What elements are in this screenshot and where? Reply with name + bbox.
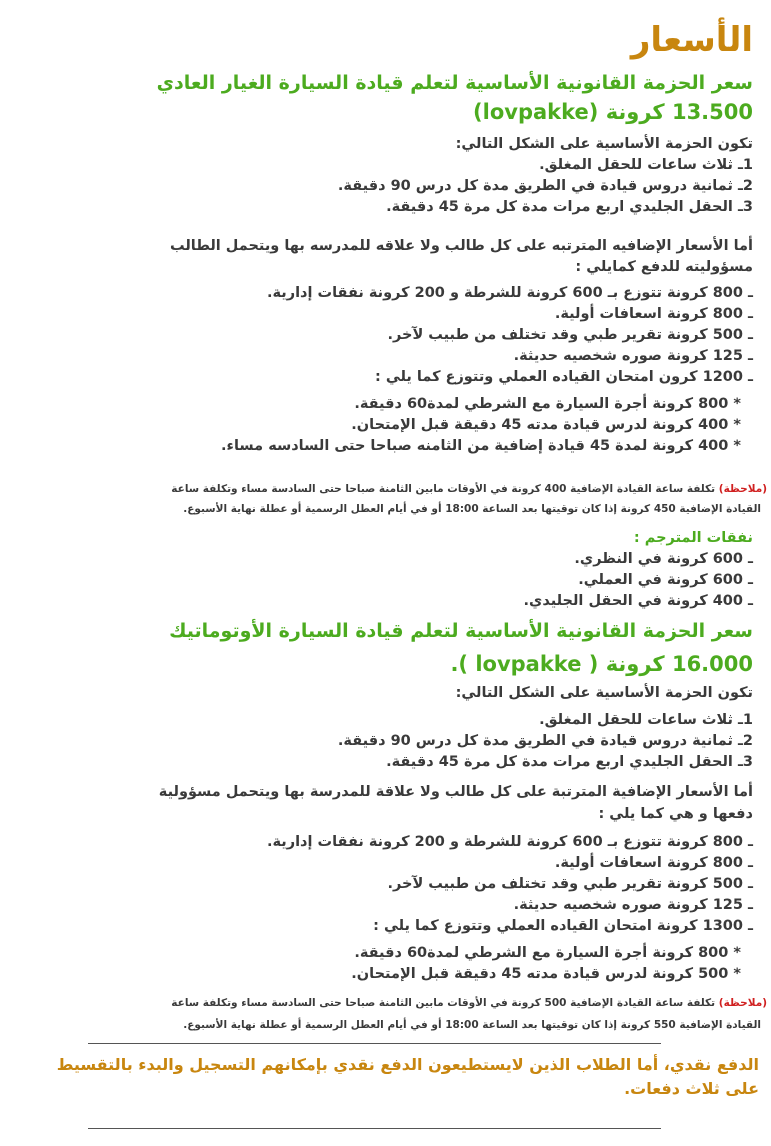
automatic-note-label: (ملاحظة) [718, 997, 767, 1009]
automatic-exam-2: * 500 كرونة لدرس قيادة مدته 45 دقيقة قبل الإمتحان. [351, 966, 741, 982]
automatic-fee-5: ـ 1300 كرونة امتحان القياده العملي وتتوزع كما يلي : [373, 918, 753, 934]
manual-note-line-1 [4, 478, 767, 500]
automatic-note-line-1 [4, 992, 767, 1014]
manual-exam-3: * 400 كرونة لمدة 45 قيادة إضافية من الثامنه صباحا حتى السادسه مساء. [221, 438, 741, 454]
automatic-item-1: 1ـ ثلاث ساعات للحقل المغلق. [539, 712, 753, 728]
automatic-note-text-1: تكلفة ساعة القيادة الإضافية 500 كرونة في الأوقات مابين الثامنة صباحا حتى السادسة مساء وتكلفة ساعة [171, 997, 716, 1009]
manual-exam-1: * 800 كرونة أجرة السيارة مع الشرطي لمدة60 دقيقة. [354, 396, 741, 412]
automatic-exam-1: * 800 كرونة أجرة السيارة مع الشرطي لمدة60 دقيقة. [354, 945, 741, 961]
manual-intro: تكون الحزمة الأساسية على الشكل التالي: [455, 136, 753, 152]
payment-note: الدفع نقدي، أما الطلاب الذين لايستطيعون الدفع نقدي بإمكانهم التسجيل والبدء بالتقسيط على ثلاث دفعات. [56, 1055, 759, 1098]
manual-item-2: 2ـ ثمانية دروس قيادة في الطريق مدة كل درس 90 دقيقة. [337, 178, 753, 194]
manual-fee-4: ـ 125 كرونة صوره شخصيه حديثة. [513, 348, 753, 364]
automatic-intro: تكون الحزمة الأساسية على الشكل التالي: [455, 685, 753, 701]
manual-extra-intro-2: مسؤوليته للدفع كمايلي : [575, 259, 753, 275]
translator-item-1: ـ 600 كرونة في النظري. [574, 551, 753, 567]
manual-fee-2: ـ 800 كرونة اسعافات أولية. [554, 306, 753, 322]
manual-note-label: (ملاحظة) [718, 483, 767, 495]
manual-fee-3: ـ 500 كرونة تقرير طبي وقد تختلف من طبيب لآخر. [387, 327, 753, 343]
automatic-extra-intro-1: أما الأسعار الإضافية المترتبة على كل طالب ولا علاقة للمدرسة بها ويتحمل مسؤولية [158, 784, 753, 800]
automatic-fee-1: ـ 800 كرونة تتوزع بـ 600 كرونة للشرطة و 200 كرونة نفقات إدارية. [266, 834, 753, 850]
translator-item-3: ـ 400 كرونة في الحقل الجليدي. [523, 593, 753, 609]
automatic-fee-2: ـ 800 كرونة اسعافات أولية. [554, 855, 753, 871]
divider-bottom [88, 1128, 661, 1129]
translator-item-2: ـ 600 كرونة في العملي. [578, 572, 753, 588]
manual-fee-1: ـ 800 كرونة تتوزع بـ 600 كرونة للشرطة و 200 كرونة نفقات إدارية. [266, 285, 753, 301]
automatic-item-2: 2ـ ثمانية دروس قيادة في الطريق مدة كل درس 90 دقيقة. [337, 733, 753, 749]
manual-item-3: 3ـ الحقل الجليدي اربع مرات مدة كل مرة 45 دقيقة. [386, 199, 753, 215]
automatic-fee-3: ـ 500 كرونة تقرير طبي وقد تختلف من طبيب لآخر. [387, 876, 753, 892]
translator-heading: نفقات المترجم : [633, 530, 753, 546]
manual-exam-2: * 400 كرونة لدرس قيادة مدته 45 دقيقة قبل الإمتحان. [351, 417, 741, 433]
automatic-item-3: 3ـ الحقل الجليدي اربع مرات مدة كل مرة 45 دقيقة. [386, 754, 753, 770]
manual-heading: سعر الحزمة القانونية الأساسية لتعلم قيادة السيارة الغيار العادي [156, 72, 753, 94]
manual-fee-5: ـ 1200 كرون امتحان القياده العملي وتتوزع كما يلي : [374, 369, 753, 385]
page-title: الأسعار [630, 20, 753, 60]
automatic-extra-intro-2: دفعها و هي كما يلي : [598, 806, 753, 822]
manual-note-text-2: القيادة الإضافية 450 كرونة إذا كان توقيتها بعد الساعة 18:00 أو في أيام العطل الرسمية أو عطلة نهاية الأسبوع. [183, 503, 761, 515]
manual-item-1: 1ـ ثلاث ساعات للحقل المغلق. [539, 157, 753, 173]
automatic-price: 16.000 كرونة ( lovpakke ). [450, 652, 753, 676]
manual-extra-intro-1: أما الأسعار الإضافيه المترتبه على كل طالب ولا علاقه للمدرسه بها ويتحمل الطالب [169, 238, 753, 254]
manual-note-text-1: تكلفة ساعة القيادة الإضافية 400 كرونة في الأوقات مابين الثامنة صباحا حتى السادسة مساء وتكلفة ساعة [171, 483, 716, 495]
automatic-fee-4: ـ 125 كرونة صوره شخصيه حديثة. [513, 897, 753, 913]
automatic-heading: سعر الحزمة القانونية الأساسية لتعلم قيادة السيارة الأوتوماتيك [169, 620, 753, 642]
manual-price: 13.500 كرونة (lovpakke) [473, 100, 753, 124]
divider-top [88, 1043, 661, 1044]
automatic-note-text-2: القيادة الإضافية 550 كرونة إذا كان توقيتها بعد الساعة 18:00 أو في أيام العطل الرسمية أو عطلة نهاية الأسبوع. [183, 1019, 761, 1031]
